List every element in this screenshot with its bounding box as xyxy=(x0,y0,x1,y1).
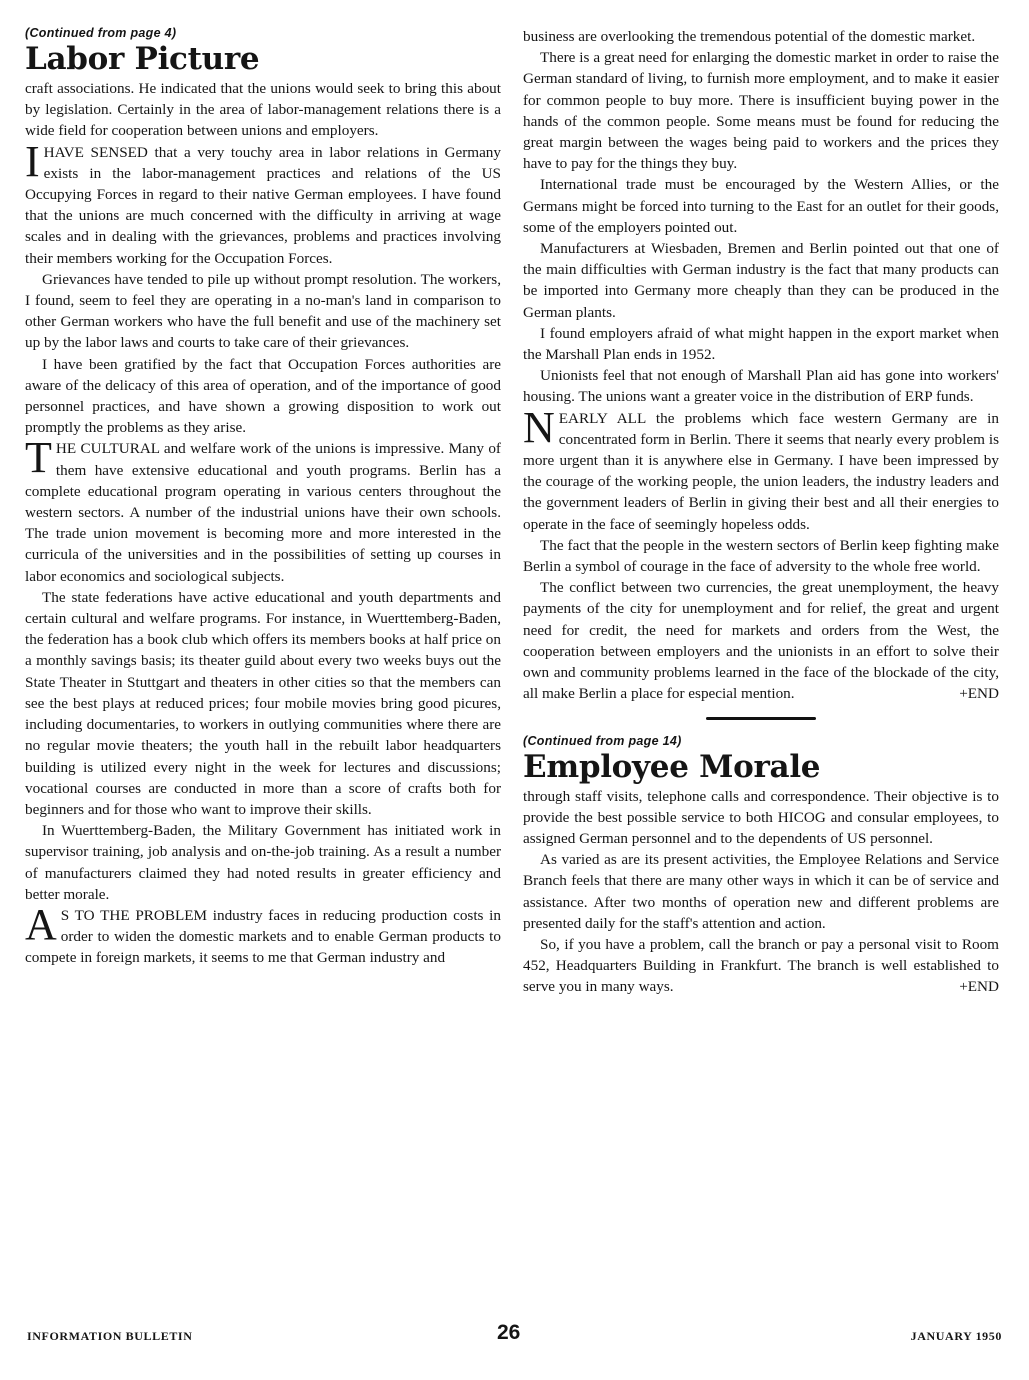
paragraph-drop-cap xyxy=(25,433,501,586)
drop-cap: A xyxy=(25,899,57,949)
paragraph xyxy=(523,577,999,704)
paragraph: In Wuerttemberg-Baden, the Military Government has initiated work in supervisor training, job analysis and on-the-job training. As a result a number of manufacturers claimed they had noted results in greater efficiency and better morale. xyxy=(25,822,501,903)
section-divider xyxy=(706,717,816,720)
paragraph: I have been gratified by the fact that Occupation Forces authorities are aware of the delicacy of this area of operation, and of the importance of good personnel practices, and have shown a growing disposition to work out promptly the problems as they arise. xyxy=(25,355,501,437)
paragraph: Manufacturers at Wiesbaden, Bremen and Berlin pointed out that one of the main difficulties with German industry is the fact that many products can be imported into Germany more cheaply than they can be produced in the German plants. xyxy=(523,240,999,321)
paragraph: There is a great need for enlarging the domestic market in order to raise the German standard of living, to furnish more employment, and to make it easier for common people to buy more. There is insufficient buying power in the hands of the common people. Some means must be found for reducing the great margin between the wages being paid to workers and the prices they have to pay for the things they buy. xyxy=(523,49,999,173)
paragraph-text: So, if you have a problem, call the branch or pay a personal visit to Room 452, Headquarters Building in Frankfurt. The branch is well established to serve you in many ways. xyxy=(523,935,999,996)
paragraph-text: The conflict between two currencies, the great unemployment, the heavy payments of the city for unemployment and for relief, the great and urgent need for credit, the need for markets and orders from the West, the cooperation between employers and the unionists in an effort to solve their own and community problems learned in the face of the blockade of the city, all make Berlin a place for especial mention. xyxy=(523,579,999,703)
paragraph-drop-cap xyxy=(523,402,999,535)
paragraph: Unionists feel that not enough of Marshall Plan aid has gone into workers' housing. The unions want a greater voice in the distribution of ERP funds. xyxy=(523,367,999,406)
paragraph: As varied as are its present activities, the Employee Relations and Service Branch feels that there are many other ways in which it can be of service and assistance. After two months of operation new and different problems are presented daily for the staff's attention and action. xyxy=(523,851,999,932)
paragraph: The fact that the people in the western sectors of Berlin keep fighting make Berlin a symbol of courage in the face of adversity to the whole free world. xyxy=(523,536,999,576)
end-mark: +END xyxy=(959,685,999,703)
right-column xyxy=(523,26,999,998)
paragraph: International trade must be encouraged by the Western Allies, or the Germans might be forced into turning to the East for an outlet for their goods, some of the employers pointed out. xyxy=(523,176,999,236)
paragraph: business are overlooking the tremendous potential of the domestic market. xyxy=(523,28,976,45)
paragraph-drop-cap xyxy=(25,136,501,269)
end-mark: +END xyxy=(959,978,999,996)
paragraph: Grievances have tended to pile up without prompt resolution. The workers, I found, seem to feel they are operating in a no-man's land in comparison to other German workers who have the full benefit and use of the machinery set up by the labor laws and courts to take care of their grievances. xyxy=(25,270,501,352)
drop-cap: I xyxy=(25,136,40,186)
paragraph-drop-cap xyxy=(25,899,501,969)
article-title-employee-morale: Employee Morale xyxy=(523,748,821,785)
continued-note: (Continued from page 4) xyxy=(25,26,177,40)
paragraph-text: EARLY ALL the problems which face western Germany are in concentrated form in Berlin. There it seems that nearly every problem is more urgent than it is anywhere else in Germany. I have been impressed by the courage of the working people, the union leaders, the industry leaders and the government leaders of Berlin in giving their best and all their energies to operate in the face of seemingly hopeless odds. xyxy=(523,409,999,533)
drop-cap: T xyxy=(25,433,52,483)
paragraph: through staff visits, telephone calls and correspondence. Their objective is to provide the best possible service to both HICOG and consular employees, to assigned German personnel and to the dependents of US personnel. xyxy=(523,787,999,847)
page-footer xyxy=(27,1321,1002,1351)
paragraph-text: S TO THE PROBLEM industry faces in reducing production costs in order to widen the domestic markets and to enable German products to compete in foreign markets, it seems to me that German industry and xyxy=(25,906,501,967)
paragraph: The state federations have active educational and youth departments and certain cultural and welfare programs. For instance, in Wuerttemberg-Baden, the federation has a book club which offers its members books at half price on a monthly savings basis; its theater guild about every two weeks buys out the State Theater in Stuttgart and theaters in other cities so that the members can see the best plays at reduced prices; four mobile movies bring good picures, including documentaries, to workers in outlying communities where there are no regular movie theaters; the youth hall in the rebuilt labor headquarters building is utilized every night in the week for lectures and discussions; vocational courses are conducted in more than a score of crafts both for beginners and for those who want to improve their skills. xyxy=(25,588,501,818)
issue-date: JANUARY 1950 xyxy=(910,1329,1002,1343)
publication-name: INFORMATION BULLETIN xyxy=(27,1329,193,1343)
paragraph xyxy=(523,934,999,998)
paragraph-text: HE CULTURAL and welfare work of the unions is impressive. Many of them have extensive educational and youth programs. Berlin has a complete educational program operating in various centers throughout the western sectors. A number of the industrial unions have their own schools. The trade union movement is becoming more and more interested in the curricula of the universities and in the possibilities of setting up courses in labor economics and sociological subjects. xyxy=(25,440,501,585)
paragraph: craft associations. He indicated that the unions would seek to bring this about by legislation. Certainly in the area of labor-management relations there is a wide field for cooperation between unions and employers. xyxy=(25,80,501,140)
article-title-labor-picture: Labor Picture xyxy=(25,41,260,77)
drop-cap: N xyxy=(523,402,555,452)
paragraph: I found employers afraid of what might happen in the export market when the Marshall Plan ends in 1952. xyxy=(523,324,999,364)
page-number: 26 xyxy=(497,1321,521,1344)
left-column xyxy=(25,26,501,969)
continued-note: (Continued from page 14) xyxy=(523,733,682,748)
paragraph-text: HAVE SENSED that a very touchy area in labor relations in Germany exists in the labor-management practices and relations of the US Occupying Forces in regard to their native German employees. I have found that the unions are much concerned with the difficulty in arriving at wage scales and in dealing with the grievances, problems and practices involving their members working for the Occupation Forces. xyxy=(25,143,501,267)
